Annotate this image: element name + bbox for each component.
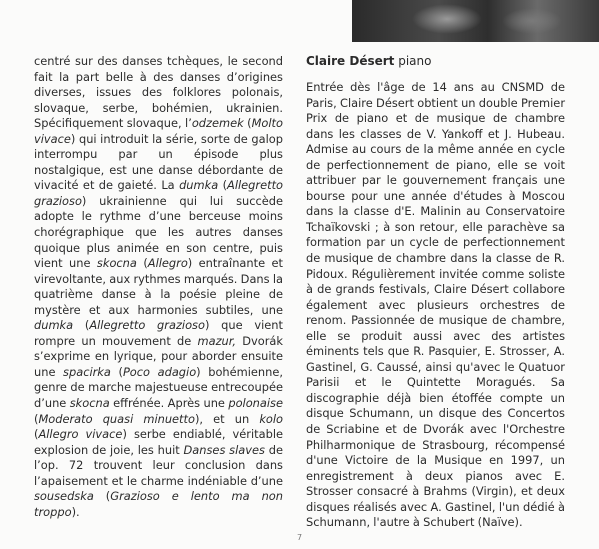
italic-term: Allegro (147, 256, 188, 271)
italic-term: Allegretto grazioso (89, 318, 205, 333)
italic-term: mazur, (197, 333, 237, 348)
text-run: effrénée. Après une (109, 396, 229, 411)
italic-term: Allegro vivace (38, 427, 123, 442)
italic-term: skocna (96, 256, 137, 271)
text-run: ( (73, 318, 90, 333)
italic-term: kolo (259, 411, 284, 426)
text-run: de l’op. 72 trouvent leur conclusion dans l’apaisement et le charme indéniable d’une (34, 442, 283, 488)
text-run: ) ukrainienne qui lui succède adopte le rythme d’une berceuse moins chorégraphique que les autres danses quoique plus animée en son centre, puis vient une (34, 193, 283, 271)
page-number: 7 (296, 533, 303, 542)
text-run: ( (34, 427, 39, 442)
italic-term: skocna (69, 396, 110, 411)
italic-term: polonaise (228, 396, 283, 411)
text-run: ( (34, 411, 39, 426)
text-run: ) serbe endiablé, véritable explosion de joie, les huit (34, 427, 283, 457)
artist-instrument: piano (394, 54, 432, 68)
text-run: centré sur des danses tchèques, le second fait la part belle à des danses d’origines diverses, issues des folklores polonais, slovaque, serbe, bohémien, ukrainien. Spécifiquement slovaque, l’ (34, 54, 283, 131)
italic-term: Allegretto grazioso (34, 178, 283, 208)
italic-term: sousedska (34, 489, 94, 504)
italic-term: Poco adagio (122, 364, 197, 379)
text-run: ) entraînante et virevoltante, aux rythmes marqués. Dans la quatrième danse à la poésie pleine de mystère et aux harmonies subtiles, une (34, 256, 283, 317)
left-paragraph (34, 54, 283, 520)
text-run: ) que vient rompre un mouvement de (34, 318, 283, 348)
text-run: ), et un (194, 411, 260, 426)
italic-term: Molto vivace (34, 116, 283, 146)
italic-term: Danses slaves (183, 442, 265, 457)
text-run: Dvorák s’exprime en lyrique, pour aborder ensuite une (34, 333, 283, 379)
italic-term: Moderato quasi minuetto (38, 411, 195, 426)
photo-highlight (412, 4, 482, 34)
photo-highlight (502, 8, 562, 34)
biography-paragraph: Entrée dès l'âge de 14 ans au CNSMD de Paris, Claire Désert obtient un double Premier Prix de piano et de musique de chambre dans les classes de V. Yankoff et J. Hubeau. Admise au cours de la même année en cycle de perfectionnement de piano, elle se voit attribuer par le gouvernement français une bourse pour une année d'études à Moscou dans la classe d'E. Malinin au Conservatoire Tchaïkovski ; à son retour, elle parachève sa formation par un cycle de perfectionnement de musique de chambre dans la classe de R. Pidoux. Régulièrement invitée comme soliste à de grands festivals, Claire Désert collabore également avec plusieurs orchestres de renom. Passionnée de musique de chambre, elle se produit aussi avec des artistes éminents tels que R. Pasquier, E. Strosser, A. Gastinel, G. Caussé, ainsi qu'avec le Quatuor Parisii et le Quintette Moragués. Sa discographie déjà bien étoffée compte un disque Schumann, un disque des Concertos de Scriabine et de Dvorák avec l'Orchestre Philharmonique de Strasbourg, récompensé d'une Victoire de la Musique en 1997, un enregistrement à deux pianos avec E. Strosser consacré à Brahms (Virgin), et deux disques réalisés avec A. Gastinel, l'un dédié à Schumann, l'autre à Schubert (Naïve). (306, 80, 565, 530)
italic-term: odzemek (191, 116, 244, 131)
header-photo-strip (352, 0, 599, 42)
text-run: ( (218, 178, 228, 193)
right-text-column (306, 80, 565, 531)
italic-term: dumka (34, 318, 74, 333)
text-run: ) qui introduit la série, sorte de galop interrompu par un épisode plus nostalgique, est une danse débordante de vivacité et de gaieté. La (34, 131, 283, 193)
text-run: ( (243, 116, 252, 131)
italic-term: spacirka (63, 364, 111, 379)
text-run: ( (93, 489, 111, 504)
italic-term: Grazioso e lento ma non troppo (34, 489, 283, 519)
artist-name: Claire Désert (306, 54, 395, 68)
left-text-column (34, 54, 283, 520)
text-run: ( (136, 256, 148, 271)
text-run: ). (71, 504, 80, 519)
text-run: ) bohémienne, genre de marche majestueuse entrecoupée d’une (34, 364, 283, 411)
text-run: ( (110, 364, 123, 379)
italic-term: dumka (179, 178, 219, 193)
artist-heading (306, 54, 431, 69)
